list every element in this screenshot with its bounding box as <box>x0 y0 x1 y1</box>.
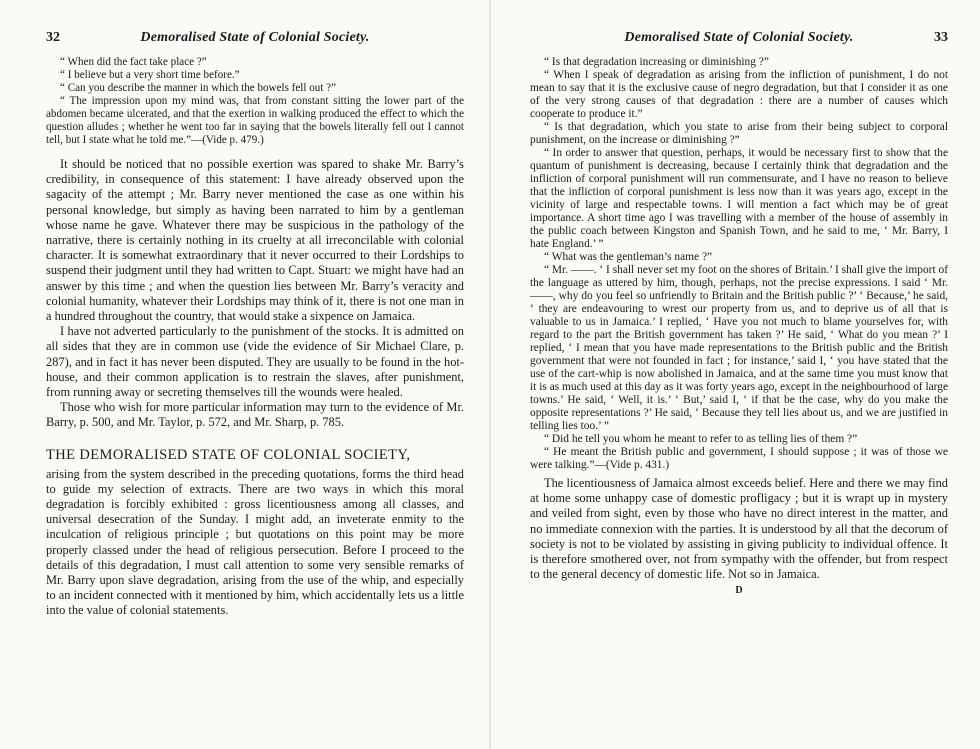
left-section-paragraph: arising from the system described in the preceding quotations, forms the third head to guide my selection of extracts. There are two ways in which this moral degradation is forcibly exhibited : gross licentiousness among all classes, and universal desecration of the Sunday. I might add, an inveterate enmity to the inculcation of religious principle ; but quotations on this point may be more properly classed under the head of religious persecution. Before I proceed to the details of this degradation, I must call attention to some very sensible remarks of Mr. Barry upon slave degradation, arising from the use of the whip, and especially to an incident connected with it mentioned by him, which accidentally lets us a little into the value of colonial statements. <box>46 466 464 618</box>
right-quote-1: “ Is that degradation increasing or diminishing ?” <box>544 56 769 68</box>
right-quote-7: “ Did he tell you whom he meant to refer to as telling lies of them ?” <box>544 433 858 445</box>
left-paragraph-1: It should be noticed that no possible exertion was spared to shake Mr. Barry’s credibility, in consequence of this statement: I have already observed upon the sagacity of the attempt ; Mr. Barry never mentioned the case as one within his personal knowledge, but simply as having been narrated to him by a gentleman whose name he gave. Whatever there may be suspicious in the pathology of the narrative, there is certainly nothing in its cruelty at all irreconcilable with colonial character. It is somewhat extraordinary that it never occurred to their Lordships to suspend their judgment until they had written to Capt. Stuart: we might have had an answer by this time ; and when the question lies between Mr. Barry’s veracity and colonial humanity, whatever their Lordships may think of it, there is not one man in a hundred throughout the country, that would stake a sixpence on Jamaica. <box>46 157 464 324</box>
left-page-number: 32 <box>46 30 60 45</box>
section-heading: THE DEMORALISED STATE OF COLONIAL SOCIETY, <box>46 446 411 463</box>
right-page-header <box>530 30 948 50</box>
right-quote-6: “ Mr. ——. ‘ I shall never set my foot on the shores of Britain.’ I shall give the import of the language as uttered by him, though, perhaps, not the precise expressions. I said ‘ Mr. ——, why do you feel so unfriendly to Britain and the British public ?’ ‘ Because,’ he said, ‘ they are endeavouring to wrest our property from us, and to deprive us of all that is valuable to us in Jamaica.’ I replied, ‘ Have you not much to blame yourselves for, with regard to the part the British government has taken ?’ He said, ‘ What do you mean ?’ I replied, ‘ I mean that you have made representations to the British public and the British government that were not founded in fact ; for instance,’ said I, ‘ you have stated that the use of the cart-whip is now abolished in Jamaica, and at the same time you must know that it is as much used at this day as it was forty years ago, except in the neighbourhood of large towns.’ He said, ‘ Well, it is.’ ‘ But,’ said I, ‘ if that be the case, why do you make the opposite representations ?’ He said, ‘ Because they tell lies about us, and we are justified in telling lies too.’ ” <box>530 264 948 432</box>
right-paragraph: The licentiousness of Jamaica almost exceeds belief. Here and there we may find at home some unhappy case of domestic profligacy ; but it is wrapt up in mystery and veiled from sight, even by those who have no direct interest in the matter, and no immediate connexion with the parties. It is understood by all that the decorum of society is not to be violated by assisting in giving publicity to individual offence. It is therefore smothered over, not from sympathy with the offender, but from respect to the general decency of domestic life. Not so in Jamaica. <box>530 476 948 582</box>
left-page-header <box>46 30 464 50</box>
right-quote-5: “ What was the gentleman’s name ?” <box>544 251 713 263</box>
right-page <box>490 0 980 749</box>
left-paragraph-3: Those who wish for more particular information may turn to the evidence of Mr. Barry, p. 500, and Mr. Taylor, p. 572, and Mr. Sharp, p. 785. <box>46 400 464 430</box>
right-running-head: Demoralised State of Colonial Society. <box>624 30 854 45</box>
right-quote-8: “ He meant the British public and government, I should suppose ; it was of those we were talking.”—(Vide p. 431.) <box>530 446 948 471</box>
left-running-head: Demoralised State of Colonial Society. <box>140 30 370 45</box>
right-quote-2: “ When I speak of degradation as arising from the infliction of punishment, I do not mean to say that it is the exclusive cause of negro degradation, but that I consider it as one of the very strong causes of that degradation : there are a number of causes which cooperate to produce it.” <box>530 69 948 120</box>
left-paragraph-2: I have not adverted particularly to the punishment of the stocks. It is admitted on all sides that they are in common use (vide the evidence of Sir Michael Clare, p. 287), and in fact it has never been disputed. They are usually to be found in the hot-house, and their common application is to restrain the slaves, after punishment, from running away or secreting themselves till the wounds were healed. <box>46 324 464 400</box>
right-page-number: 33 <box>933 30 948 45</box>
right-quote-3: “ Is that degradation, which you state to arise from their being subject to corporal punishment, on the increase or diminishing ?” <box>530 121 948 146</box>
left-quote-4: “ The impression upon my mind was, that from constant sitting the lower part of the abdomen became ulcerated, and that the exertion in walking produced the effect to which the question alludes ; whether he went too far in saying that the bowels literally fell out I cannot tell, but I state what he told me.”—(Vide p. 479.) <box>46 95 464 146</box>
left-quote-1: “ When did the fact take place ?” <box>60 56 207 68</box>
signature-mark: D <box>735 585 743 597</box>
left-quote-3: “ Can you describe the manner in which the bowels fell out ?” <box>60 82 337 94</box>
right-quote-4: “ In order to answer that question, perhaps, it would be necessary first to show that the quantum of punishment is decreasing, because I certainly think that degradation and the infliction of corporal punishment will run commensurate, and I have no reason to believe that the infliction of corporal punishment is less now than it was years ago, except in the vicinity of large and respectable towns. I will mention a fact which may be of great importance. A short time ago I was travelling with a member of the house of assembly in the public coach between Kingston and Spanish Town, and he said to me, ‘ Mr. Barry, I hate England.’ ” <box>530 147 948 250</box>
left-quote-2: “ I believe but a very short time before.” <box>60 69 240 81</box>
